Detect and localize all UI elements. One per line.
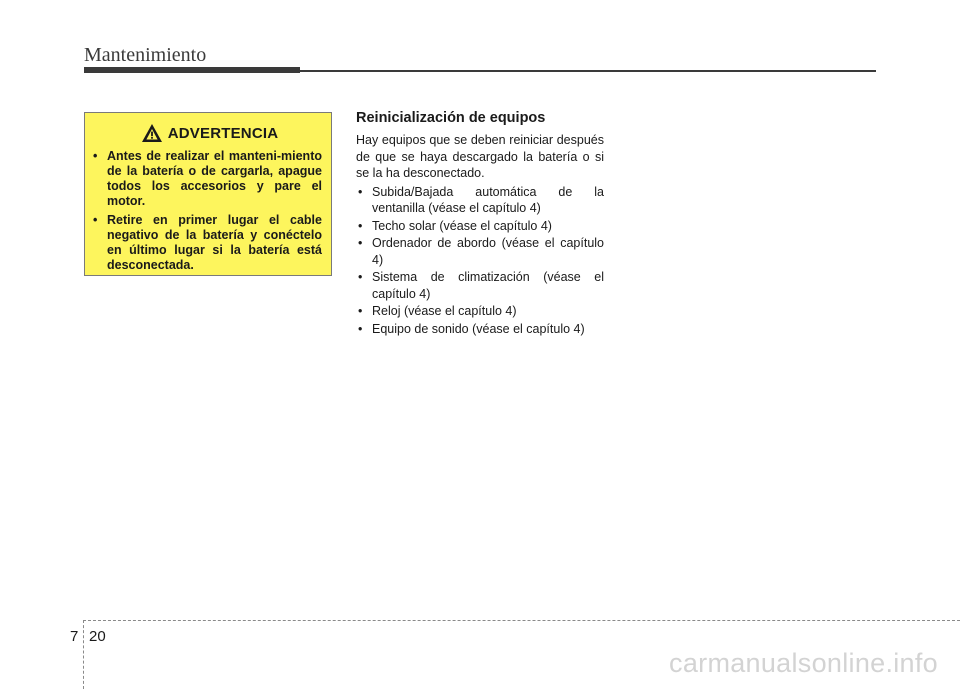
warning-item: • Antes de realizar el manteni-miento de la batería o de cargarla, apague todos los accesorios y pare el motor.	[91, 149, 322, 209]
warning-box	[84, 112, 332, 276]
warning-list	[91, 149, 322, 273]
footer-rule	[83, 620, 960, 621]
reset-section	[356, 110, 604, 338]
reset-section-intro: Hay equipos que se deben reiniciar después de que se haya descargado la batería o si se la ha desconectado.	[356, 133, 604, 180]
warning-header	[97, 123, 322, 143]
equipment-item: • Equipo de sonido (véase el capítulo 4)	[356, 321, 604, 338]
warning-item: • Retire en primer lugar el cable negativo de la batería y conéctelo en último lugar si la batería está desconectada.	[91, 213, 322, 273]
reset-section-title: Reinicialización de equipos	[356, 110, 546, 126]
header-bar-thick	[84, 67, 300, 73]
equipment-list	[356, 184, 604, 338]
header-rule	[300, 70, 876, 72]
footer-divider	[83, 620, 84, 689]
equipment-item: • Reloj (véase el capítulo 4)	[356, 303, 604, 320]
equipment-item: • Sistema de climatización (véase el capítulo 4)	[356, 269, 604, 302]
chapter-number: 7	[70, 628, 79, 645]
equipment-item: • Techo solar (véase el capítulo 4)	[356, 218, 604, 235]
warning-title: ADVERTENCIA	[167, 124, 279, 142]
equipment-item: • Subida/Bajada automática de la ventanilla (véase el capítulo 4)	[356, 184, 604, 217]
equipment-item: • Ordenador de abordo (véase el capítulo 4)	[356, 235, 604, 268]
page-number: 20	[89, 628, 106, 645]
watermark: carmanualsonline.info	[669, 648, 938, 678]
warning-triangle-icon	[141, 123, 163, 143]
section-title: Mantenimiento	[84, 44, 207, 66]
